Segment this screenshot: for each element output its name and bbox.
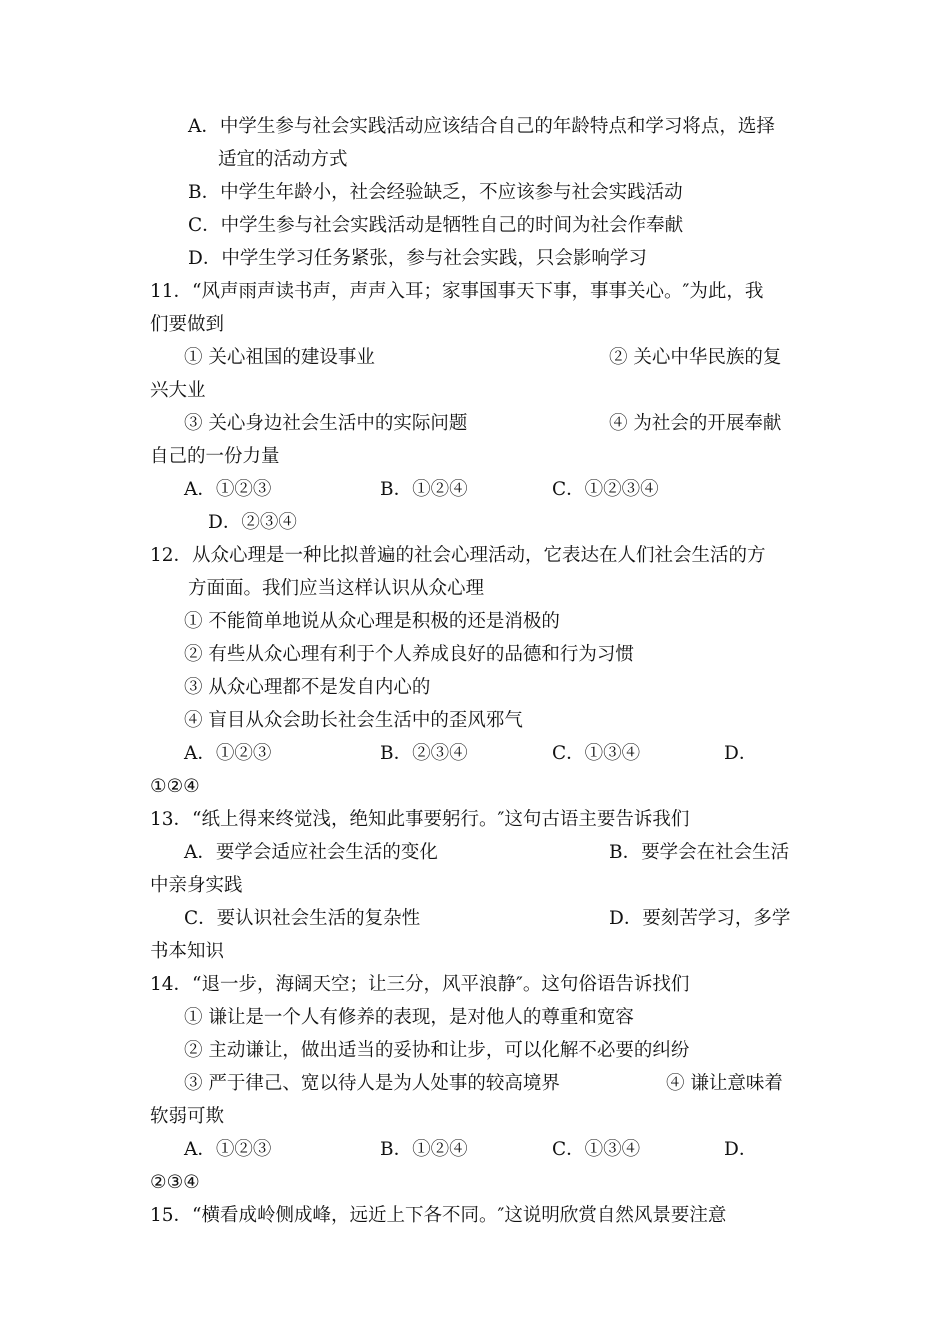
q11-option-b: B．①②④ xyxy=(380,479,468,500)
q13-option-b: B．要学会在社会生活 xyxy=(609,842,790,863)
q14-statement-3: ③ 严于律己、宽以待人是为人处事的较高境界 xyxy=(184,1073,560,1094)
q14-option-c: C．①③④ xyxy=(552,1139,641,1160)
q15-stem: 15．“横看成岭侧成峰，远近上下各不同。″这说明欣赏自然风景要注意 xyxy=(150,1205,727,1226)
q12-statement-1: ① 不能简单地说从众心理是积极的还是消极的 xyxy=(184,611,560,632)
q14-option-a: A．①②③ xyxy=(184,1139,272,1160)
q11-statement-1: ① 关心祖国的建设事业 xyxy=(184,347,375,368)
q12-option-d-cont: ①②④ xyxy=(150,776,200,797)
q10-option-c: C．中学生参与社会实践活动是牺牲自己的时间为社会作奉献 xyxy=(188,215,684,236)
q11-stem: 11．“风声雨声读书声，声声入耳；家事国事天下事，事事关心。″为此，我 xyxy=(150,281,764,302)
q11-option-c: C．①②③④ xyxy=(552,479,659,500)
q14-statement-4-cont: 软弱可欺 xyxy=(150,1106,225,1127)
q13-stem: 13．“纸上得来终觉浅，绝知此事要躬行。″这句古语主要告诉我们 xyxy=(150,809,690,830)
q14-statement-1: ① 谦让是一个人有修养的表现，是对他人的尊重和宽容 xyxy=(184,1007,634,1028)
q11-statement-2-cont: 兴大业 xyxy=(150,380,206,401)
q12-statement-3: ③ 从众心理都不是发自内心的 xyxy=(184,677,431,698)
q12-statement-2: ② 有些从众心理有利于个人养成良好的品德和行为习惯 xyxy=(184,644,634,665)
q13-option-d-cont: 书本知识 xyxy=(150,941,225,962)
q14-option-b: B．①②④ xyxy=(380,1139,468,1160)
q12-option-a: A．①②③ xyxy=(184,743,272,764)
q12-option-d: D． xyxy=(724,743,758,764)
q11-statement-2: ② 关心中华民族的复 xyxy=(609,347,782,368)
q10-option-d: D．中学生学习任务紧张，参与社会实践，只会影响学习 xyxy=(188,248,647,269)
q11-statement-4: ④ 为社会的开展奉献 xyxy=(609,413,782,434)
q10-option-b: B．中学生年龄小，社会经验缺乏，不应该参与社会实践活动 xyxy=(188,182,683,203)
q12-stem-cont: 方面面。我们应当这样认识从众心理 xyxy=(188,578,485,599)
q10-option-a: A．中学生参与社会实践活动应该结合自己的年龄特点和学习将点，选择 xyxy=(188,116,775,137)
q11-statement-3: ③ 关心身边社会生活中的实际问题 xyxy=(184,413,468,434)
q11-statement-4-cont: 自己的一份力量 xyxy=(150,446,280,467)
q12-option-c: C．①③④ xyxy=(552,743,641,764)
q12-statement-4: ④ 盲目从众会助长社会生活中的歪风邪气 xyxy=(184,710,523,731)
q14-option-d: D． xyxy=(724,1139,758,1160)
q12-option-b: B．②③④ xyxy=(380,743,468,764)
q11-option-a: A．①②③ xyxy=(184,479,272,500)
q11-option-d: D．②③④ xyxy=(208,512,297,533)
q12-stem: 12．从众心理是一种比拟普遍的社会心理活动，它表达在人们社会生活的方 xyxy=(150,545,766,566)
q14-statement-4: ④ 谦让意味着 xyxy=(666,1073,783,1094)
q13-option-d: D．要刻苦学习，多学 xyxy=(609,908,791,929)
q10-option-a-cont: 适宜的活动方式 xyxy=(218,149,348,170)
q13-option-a: A．要学会适应社会生活的变化 xyxy=(184,842,438,863)
q14-statement-2: ② 主动谦让，做出适当的妥协和让步，可以化解不必要的纠纷 xyxy=(184,1040,690,1061)
q13-option-b-cont: 中亲身实践 xyxy=(150,875,243,896)
q11-stem-cont: 们要做到 xyxy=(150,314,225,335)
q14-option-d-cont: ②③④ xyxy=(150,1172,200,1193)
q13-option-c: C．要认识社会生活的复杂性 xyxy=(184,908,421,929)
q14-stem: 14．“退一步，海阔天空；让三分，风平浪静″。这句俗语告诉找们 xyxy=(150,974,690,995)
